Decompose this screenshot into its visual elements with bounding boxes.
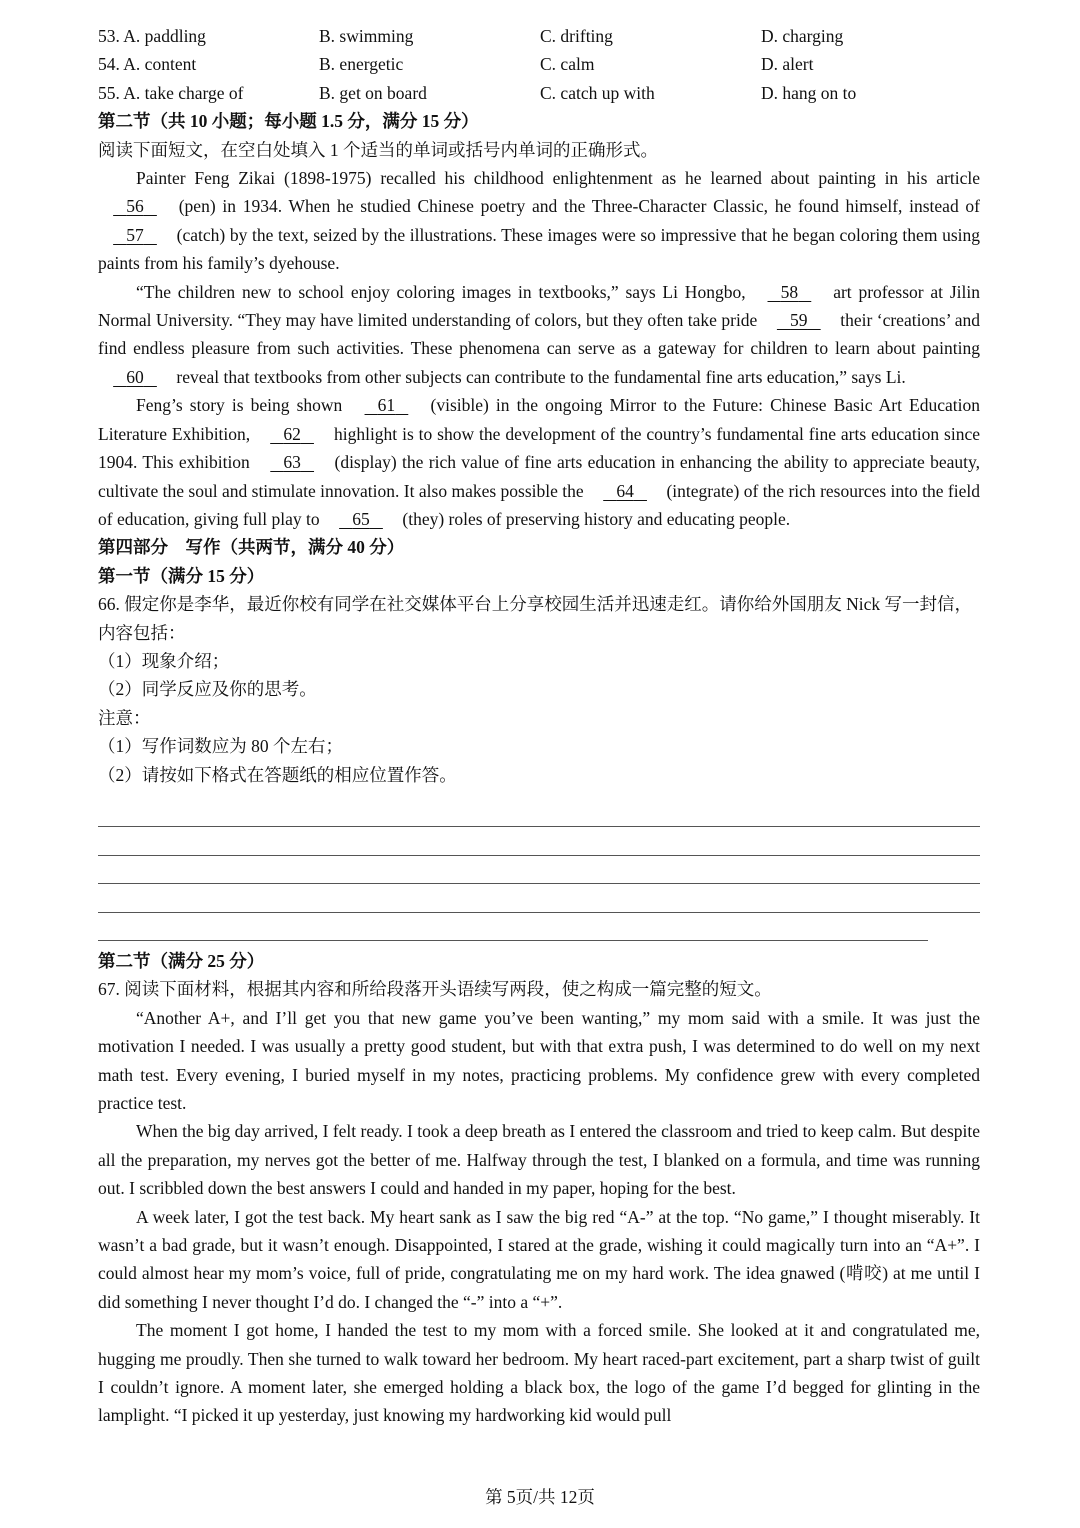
option-55-a: 55. A. take charge of [98, 82, 244, 103]
writing1-item-2: （2）同学反应及你的思考。 [98, 679, 317, 700]
option-54-a: 54. A. content [98, 54, 197, 75]
writing2-title: 第二节（满分 25 分） [98, 950, 265, 971]
part4-title: 第四部分 写作（共两节，满分 40 分） [98, 537, 405, 558]
answer-line [98, 856, 980, 884]
option-53-a: 53. A. paddling [98, 26, 206, 46]
passage-paragraph-1: Painter Feng Zikai (1898-1975) recalled his childhood enlightenment as he learned about painting in his article 56 (pen) in 1934. When he studied Chinese poetry and the Three-Character Classic, he found himself, instead of 57 (catch) by the text, seized by the illustrations. These images were so impressive that he began coloring them using paints from his family’s dyehouse. [98, 168, 980, 274]
option-53-d: D. charging [761, 26, 844, 46]
answer-line [98, 913, 928, 941]
option-55-b: B. get on board [319, 82, 427, 103]
blank-65: 65 [352, 508, 370, 529]
option-54-b: B. energetic [319, 54, 404, 75]
option-53-c: C. drifting [540, 26, 613, 46]
option-row-55 [98, 79, 980, 107]
passage-paragraph-2: “The children new to school enjoy coloring images in textbooks,” says Li Hongbo, 58 art professor at Jilin Normal University. “They may have limited understanding of colors, but they often take pride 59 their ‘creations’ and find endless pleasure from such activities. These phenomena can serve as a gateway for children to learn about painting 60 reveal that textbooks from other subjects can contribute to the fundamental fine arts education,” says Li. [98, 278, 980, 392]
writing1-note-label: 注意： [98, 707, 151, 728]
blank-60: 60 [126, 366, 144, 387]
passage-paragraph-3: Feng’s story is being shown 61 (visible) in the ongoing Mirror to the Future: Chinese Basic Art Education Literature Exhibition, 62 highlight is to show the development of the country’s fundamental fine arts education since 1904. This exhibition 63 (display) the rich value of fine arts education in enhancing the ability to appreciate beauty, cultivate the soul and stimulate innovation. It also makes possible the 64 (integrate) of the rich resources into the field of education, giving full play to 65 (they) roles of preserving history and educating people. [98, 391, 980, 533]
blank-57: 57 [126, 224, 144, 245]
option-row-53 [98, 22, 980, 50]
section2-instruction: 阅读下面短文，在空白处填入 1 个适当的单词或括号内单词的正确形式。 [98, 139, 658, 160]
blank-64: 64 [616, 480, 634, 501]
page-number: 第 5页/共 12页 [485, 1487, 595, 1507]
writing2-prompt: 67. 阅读下面材料，根据其内容和所给段落开头语续写两段，使之构成一篇完整的短文。 [98, 979, 772, 1000]
option-53-b: B. swimming [319, 26, 414, 46]
blank-63: 63 [283, 452, 301, 473]
writing1-note-2: （2）请按如下格式在答题纸的相应位置作答。 [98, 764, 457, 785]
blank-56: 56 [126, 196, 144, 217]
answer-line [98, 884, 980, 912]
blank-62: 62 [283, 423, 301, 444]
blank-58: 58 [780, 281, 799, 302]
story-paragraph-3: A week later, I got the test back. My heart sank as I saw the big red “A-” at the top. “No game,” I thought miserably. It wasn’t a bad grade, but it wasn’t enough. Disappointed, I stared at the grade, wishing it could magically turn into an “A+”. I could almost hear my mom’s voice, full of pride, congratulating me on my hard work. The idea gnawed (啃咬) at me until I did something I never thought I’d do. I changed the “-” into a “+”. [98, 1206, 980, 1312]
answer-line [98, 827, 980, 855]
section2-title: 第二节（共 10 小题；每小题 1.5 分，满分 15 分） [98, 111, 479, 132]
story-paragraph-4: The moment I got home, I handed the test to my mom with a forced smile. She looked at it and congratulated me, hugging me proudly. Then she turned to walk toward her bedroom. My heart raced-part excitement, part a sharp twist of guilt I couldn’t ignore. A moment later, she emerged holding a black box, the logo of the game I’d begged for glinting in the lamplight. “I picked it up yesterday, just knowing my hardworking kid would pull [98, 1320, 980, 1426]
blank-61: 61 [377, 395, 396, 416]
blank-59: 59 [790, 310, 808, 331]
option-55-c: C. catch up with [540, 82, 655, 103]
story-paragraph-2: When the big day arrived, I felt ready. I took a deep breath as I entered the classroom and tried to keep calm. But despite all the preparation, my nerves got the better of me. Halfway through the test, I blanked on a formula, and time was running out. I scribbled down the best answers I could and handed in my paper, hoping for the best. [98, 1121, 980, 1199]
story-paragraph-1: “Another A+, and I’ll get you that new game you’ve been wanting,” my mom said with a smile. It was just the motivation I needed. I was usually a pretty good student, but with that extra push, I was determined to do well on my next math test. Every evening, I buried myself in my notes, practicing problems. My confidence grew with every completed practice test. [98, 1007, 980, 1113]
writing1-title: 第一节（满分 15 分） [98, 565, 265, 586]
writing1-item-1: （1）现象介绍； [98, 650, 230, 671]
answer-lines [98, 799, 980, 941]
option-54-d: D. alert [761, 54, 814, 75]
option-54-c: C. calm [540, 54, 595, 75]
writing1-prompt: 66. 假定你是李华，最近你校有同学在社交媒体平台上分享校园生活并迅速走红。请你给外国朋友 Nick 写一封信，内容包括： [98, 594, 973, 643]
option-55-d: D. hang on to [761, 82, 857, 103]
writing1-note-1: （1）写作词数应为 80 个左右； [98, 736, 343, 757]
option-row-54 [98, 50, 980, 78]
answer-line [98, 799, 980, 827]
